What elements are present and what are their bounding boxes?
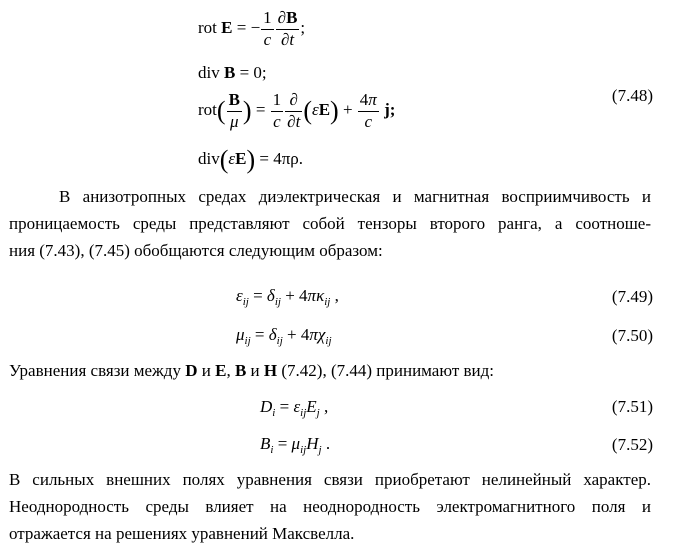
paragraph-line: отражается на решениях уравнений Максвелла. [9, 524, 355, 543]
paragraph-anisotropic [9, 183, 651, 264]
paragraph-line: проницаемость среды представляют собой тензоры второго ранга, а соотноше- [9, 214, 651, 233]
equation-div-eps-e: div(εE) = 4πρ. [198, 145, 304, 174]
paragraph-line: В анизотропных средах диэлектрическая и магнитная восприимчивость и [59, 187, 651, 206]
paragraph-line: ния (7.43), (7.45) обобщаются следующим образом: [9, 241, 383, 260]
equation-number-7-51: (7.51) [611, 397, 653, 416]
equation-d-relation: $D_i = \varepsilon_{ij}E_j$ , [260, 397, 329, 419]
paragraph-relations: Уравнения связи между D и E, B и H (7.42), (7.44) принимают вид: [9, 361, 494, 380]
paragraph-line: В сильных внешних полях уравнения связи приобретают нелинейный характер. [9, 470, 651, 489]
equation-number-7-52: (7.52) [611, 435, 653, 454]
paragraph-nonlinear [9, 466, 651, 547]
equation-mu-tensor: $\mu_{ij} = \delta_{ij} + 4\pi\chi_{ij}$ [236, 325, 332, 347]
equation-b-relation: $B_i = \mu_{ij}H_j$ . [260, 434, 331, 456]
equation-rot-b-mu: rot( $\frac{B}{\mu}$ ) = $\frac{1}{c}$ $\frac{\partial}{\partial t}$ (εE) + $\frac{4\pi}{c}$ j; [198, 90, 396, 131]
equation-rot-e: rot E = − $\frac{1}{c}$ $\frac{\partial B}{\partial t}$ ; [198, 8, 306, 49]
equation-epsilon-tensor: $\varepsilon_{ij} = \delta_{ij} + 4\pi\kappa_{ij}$ , [236, 286, 339, 308]
equation-number-7-50: (7.50) [611, 326, 653, 345]
equation-number-7-49: (7.49) [611, 287, 653, 306]
paragraph-line: Неоднородность среды влияет на неоднородность электромагнитного поля и [9, 497, 651, 516]
equation-div-b: div B = 0; [198, 63, 267, 82]
equation-number-7-48: (7.48) [611, 86, 653, 105]
